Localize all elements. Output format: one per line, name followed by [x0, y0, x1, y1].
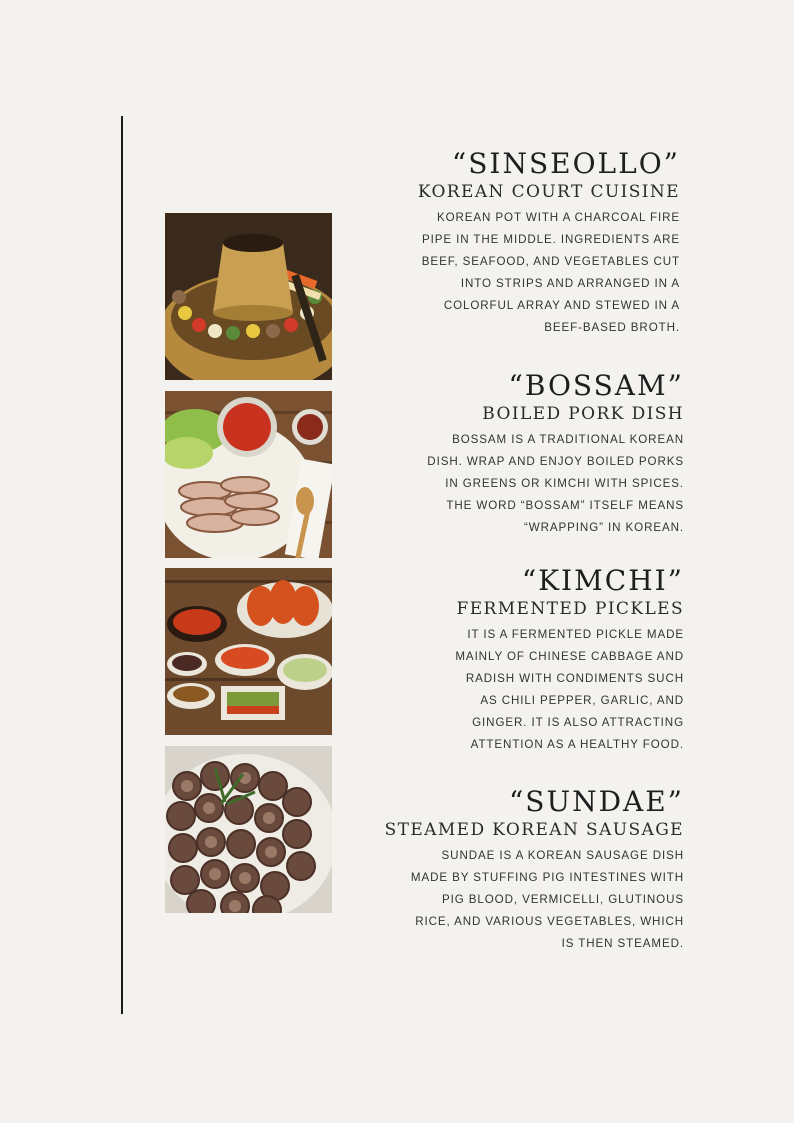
sundae-photo — [165, 746, 332, 913]
dish-description — [385, 845, 684, 955]
sundae-illustration — [165, 746, 332, 913]
dish-entry-sundae — [385, 785, 684, 955]
description-line: PIPE IN THE MIDDLE. INGREDIENTS ARE — [421, 233, 680, 246]
description-line: BEEF, SEAFOOD, AND VEGETABLES CUT — [421, 255, 680, 268]
dish-title: “SINSEOLLO” — [451, 147, 680, 180]
description-line: INTO STRIPS AND ARRANGED IN A — [460, 277, 680, 290]
description-line: COLORFUL ARRAY AND STEWED IN A — [443, 299, 680, 312]
description-line: IT IS A FERMENTED PICKLE MADE — [467, 628, 684, 641]
description-line: DISH. WRAP AND ENJOY BOILED PORKS — [427, 455, 684, 468]
description-line: KOREAN POT WITH A CHARCOAL FIRE — [436, 211, 680, 224]
dish-description — [455, 624, 684, 756]
dish-entry-bossam — [427, 369, 684, 539]
dish-description — [427, 429, 684, 539]
description-line: IS THEN STEAMED. — [561, 937, 684, 950]
dish-description — [418, 207, 680, 339]
dish-entry-kimchi — [455, 564, 684, 756]
dish-subtitle: KOREAN COURT CUISINE — [417, 182, 680, 202]
dish-entry-sinseollo — [418, 147, 680, 339]
description-line: BOSSAM IS A TRADITIONAL KOREAN — [452, 433, 684, 446]
dish-title: “KIMCHI” — [521, 564, 684, 597]
description-line: BEEF-BASED BROTH. — [544, 321, 680, 334]
dish-title: “SUNDAE” — [508, 785, 684, 818]
sinseollo-illustration — [165, 213, 332, 380]
dish-subtitle: FERMENTED PICKLES — [456, 599, 684, 619]
dish-subtitle: STEAMED KOREAN SAUSAGE — [384, 820, 684, 840]
kimchi-illustration — [165, 568, 332, 735]
description-line: SUNDAE IS A KOREAN SAUSAGE DISH — [441, 849, 684, 862]
dish-subtitle: BOILED PORK DISH — [482, 404, 684, 424]
description-line: THE WORD “BOSSAM” ITSELF MEANS — [446, 499, 684, 512]
bossam-illustration — [165, 391, 332, 558]
description-line: RADISH WITH CONDIMENTS SUCH — [465, 672, 684, 685]
description-line: MAINLY OF CHINESE CABBAGE AND — [455, 650, 684, 663]
description-line: RICE, AND VARIOUS VEGETABLES, WHICH — [415, 915, 684, 928]
dish-title: “BOSSAM” — [508, 369, 684, 402]
sinseollo-photo — [165, 213, 332, 380]
bossam-photo — [165, 391, 332, 558]
description-line: “WRAPPING” IN KOREAN. — [524, 521, 684, 534]
description-line: MADE BY STUFFING PIG INTESTINES WITH — [410, 871, 684, 884]
description-line: IN GREENS OR KIMCHI WITH SPICES. — [445, 477, 684, 490]
description-line: AS CHILI PEPPER, GARLIC, AND — [480, 694, 684, 707]
description-line: ATTENTION AS A HEALTHY FOOD. — [470, 738, 684, 751]
kimchi-photo — [165, 568, 332, 735]
description-line: PIG BLOOD, VERMICELLI, GLUTINOUS — [441, 893, 684, 906]
vertical-divider-line — [121, 116, 123, 1014]
description-line: GINGER. IT IS ALSO ATTRACTING — [472, 716, 684, 729]
